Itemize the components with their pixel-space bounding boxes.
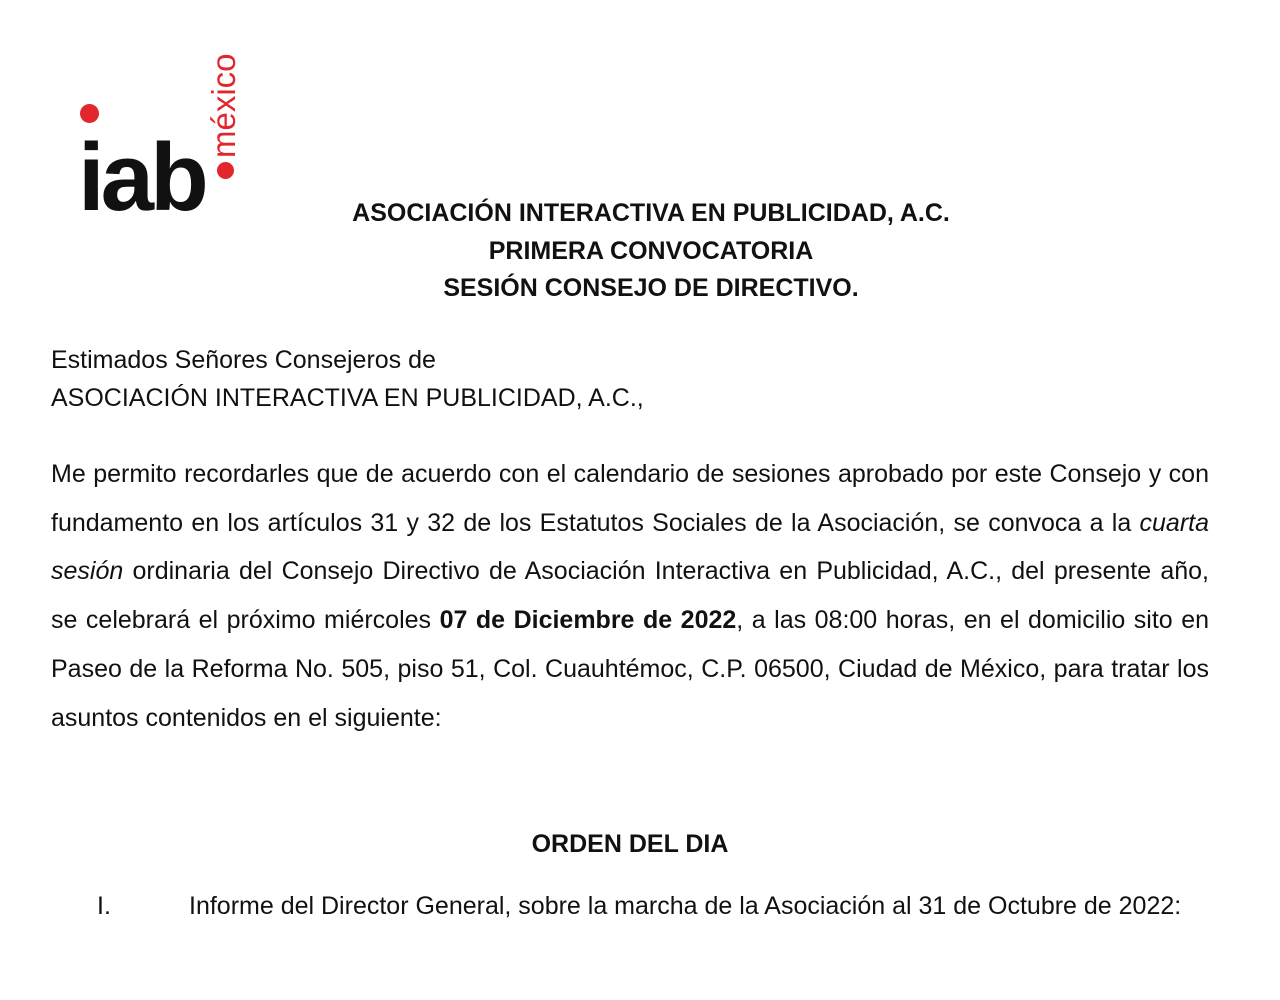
logo-red-dot [217, 162, 234, 179]
heading-session: SESIÓN CONSEJO DE DIRECTIVO. [443, 274, 859, 302]
body-paragraph [51, 450, 1209, 742]
agenda-item-text: Informe del Director General, sobre la marcha de la Asociación al 31 de Octubre de 2022: [189, 892, 1182, 920]
salutation-line-2: ASOCIACIÓN INTERACTIVA EN PUBLICIDAD, A.C., [51, 383, 644, 412]
agenda-item-number: I. [97, 892, 111, 920]
body-text-part-2: ordinaria del Consejo Directivo de Asociación Interactiva en Publicidad, A.C., del presente año, se celebrará el próximo miércoles [51, 557, 1209, 635]
meeting-date: 07 de Diciembre de 2022 [439, 606, 737, 635]
document-heading [0, 195, 1280, 308]
logo-main-text: iab [78, 124, 205, 231]
salutation [51, 342, 1211, 417]
agenda-title: ORDEN DEL DIA [531, 830, 729, 858]
logo-i-dot [80, 104, 99, 123]
salutation-line-1: Estimados Señores Consejeros de [51, 346, 436, 374]
heading-association-name: ASOCIACIÓN INTERACTIVA EN PUBLICIDAD, A.C. [352, 199, 950, 227]
body-text-part-1: Me permito recordarles que de acuerdo con el calendario de sesiones aprobado por este Consejo y con fundamento en los artículos 31 y 32 de los Estatutos Sociales de la Asociación, se convoca a la [51, 460, 1209, 537]
logo-sub-text: méxico [205, 53, 242, 158]
body-text-part-3: , a las 08:00 horas, en el domicilio sito en Paseo de la Reforma No. 505, piso 51, Col. Cuauhtémoc, C.P. 06500, Ciudad de México, para tratar los asuntos contenidos en el siguiente: [51, 606, 1210, 732]
body-emphasis: cuarta sesión [51, 508, 1209, 586]
heading-convocation: PRIMERA CONVOCATORIA [488, 236, 814, 265]
iab-mexico-logo [78, 40, 248, 231]
